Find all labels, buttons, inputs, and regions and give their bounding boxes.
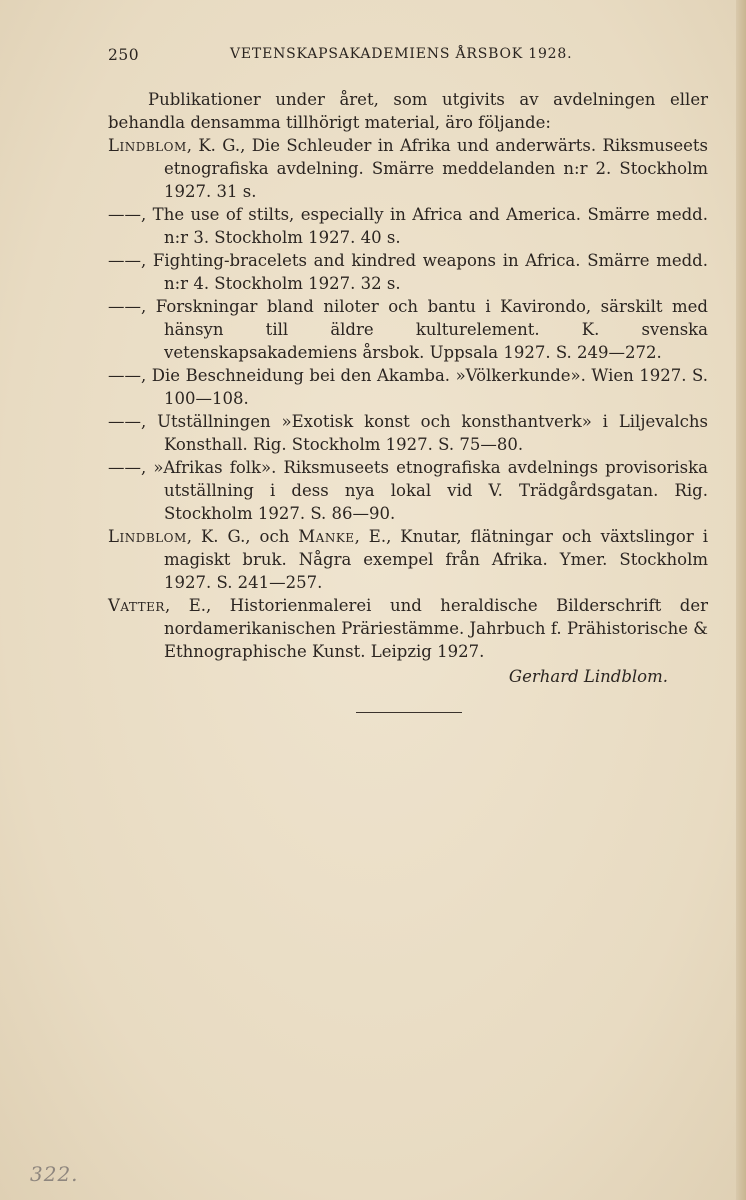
bibliography-entry bbox=[108, 456, 708, 525]
section-divider bbox=[356, 712, 462, 713]
bibliography-entry bbox=[108, 364, 708, 410]
entry-text: , K. G., och bbox=[186, 527, 299, 546]
entry-text: , Utställningen »Exotisk konst och konsthantverk» i Liljevalchs Konsthall. Rig. Stockholm 1927. S. 75—80. bbox=[141, 412, 708, 454]
running-title: VETENSKAPSAKADEMIENS ÅRSBOK 1928. bbox=[230, 46, 573, 62]
pencil-annotation: 322. bbox=[30, 1162, 79, 1186]
entry-author: Lindblom bbox=[108, 527, 187, 546]
entry-author: Lindblom bbox=[108, 136, 187, 155]
entry-text: , »Afrikas folk». Riksmuseets etnografiska avdelnings provisoriska utställning i dess nya lokal vid V. Trädgårdsgatan. Rig. Stockholm 1927. S. 86—90. bbox=[141, 458, 708, 523]
entry-text: , E., Knutar, flätningar och växtslingor i magiskt bruk. Några exempel från Afrika. Ymer. Stockholm 1927. S. 241—257. bbox=[164, 527, 708, 592]
page-edge bbox=[736, 0, 746, 1200]
bibliography-entry bbox=[108, 594, 708, 663]
entry-text: , The use of stilts, especially in Africa and America. Smärre medd. n:r 3. Stockholm 1927. 40 s. bbox=[141, 205, 708, 247]
author-signature: Gerhard Lindblom. bbox=[508, 667, 668, 686]
page-body bbox=[108, 88, 708, 688]
bibliography-entry bbox=[108, 295, 708, 364]
entry-ditto: —— bbox=[108, 297, 141, 316]
entry-text: , Fighting-bracelets and kindred weapons in Africa. Smärre medd. n:r 4. Stockholm 1927. 32 s. bbox=[141, 251, 708, 293]
bibliography-entry bbox=[108, 134, 708, 203]
entry-author: Vatter bbox=[108, 596, 165, 615]
entry-ditto: —— bbox=[108, 251, 141, 270]
entry-coauthor: Manke bbox=[298, 527, 355, 546]
entry-text: , Forskningar bland niloter och bantu i Kavirondo, särskilt med hänsyn till äldre kulturelement. K. svenska vetenskapsakademiens årsbok. Uppsala 1927. S. 249—272. bbox=[141, 297, 708, 362]
entry-ditto: —— bbox=[108, 458, 141, 477]
entry-text: , E., Historienmalerei und heraldische Bilderschrift der nordamerikanischen Präriestämme. Jahrbuch f. Prähistorische & Ethnographische Kunst. Leipzig 1927. bbox=[164, 596, 708, 661]
bibliography-entry bbox=[108, 249, 708, 295]
entry-ditto: —— bbox=[108, 366, 141, 385]
entry-text: , K. G., Die Schleuder in Afrika und anderwärts. Riksmuseets etnografiska avdelning. Smärre meddelanden n:r 2. Stockholm 1927. 31 s. bbox=[164, 136, 708, 201]
entry-ditto: —— bbox=[108, 412, 141, 431]
bibliography-entry bbox=[108, 203, 708, 249]
bibliography-entry bbox=[108, 525, 708, 594]
bibliography-entry bbox=[108, 410, 708, 456]
intro-paragraph: Publikationer under året, som utgivits av avdelningen eller behandla densamma tillhörigt material, äro följande: bbox=[108, 90, 708, 132]
entry-ditto: —— bbox=[108, 205, 141, 224]
page-number: 250 bbox=[108, 46, 140, 64]
entry-text: , Die Beschneidung bei den Akamba. »Völkerkunde». Wien 1927. S. 100—108. bbox=[141, 366, 708, 408]
